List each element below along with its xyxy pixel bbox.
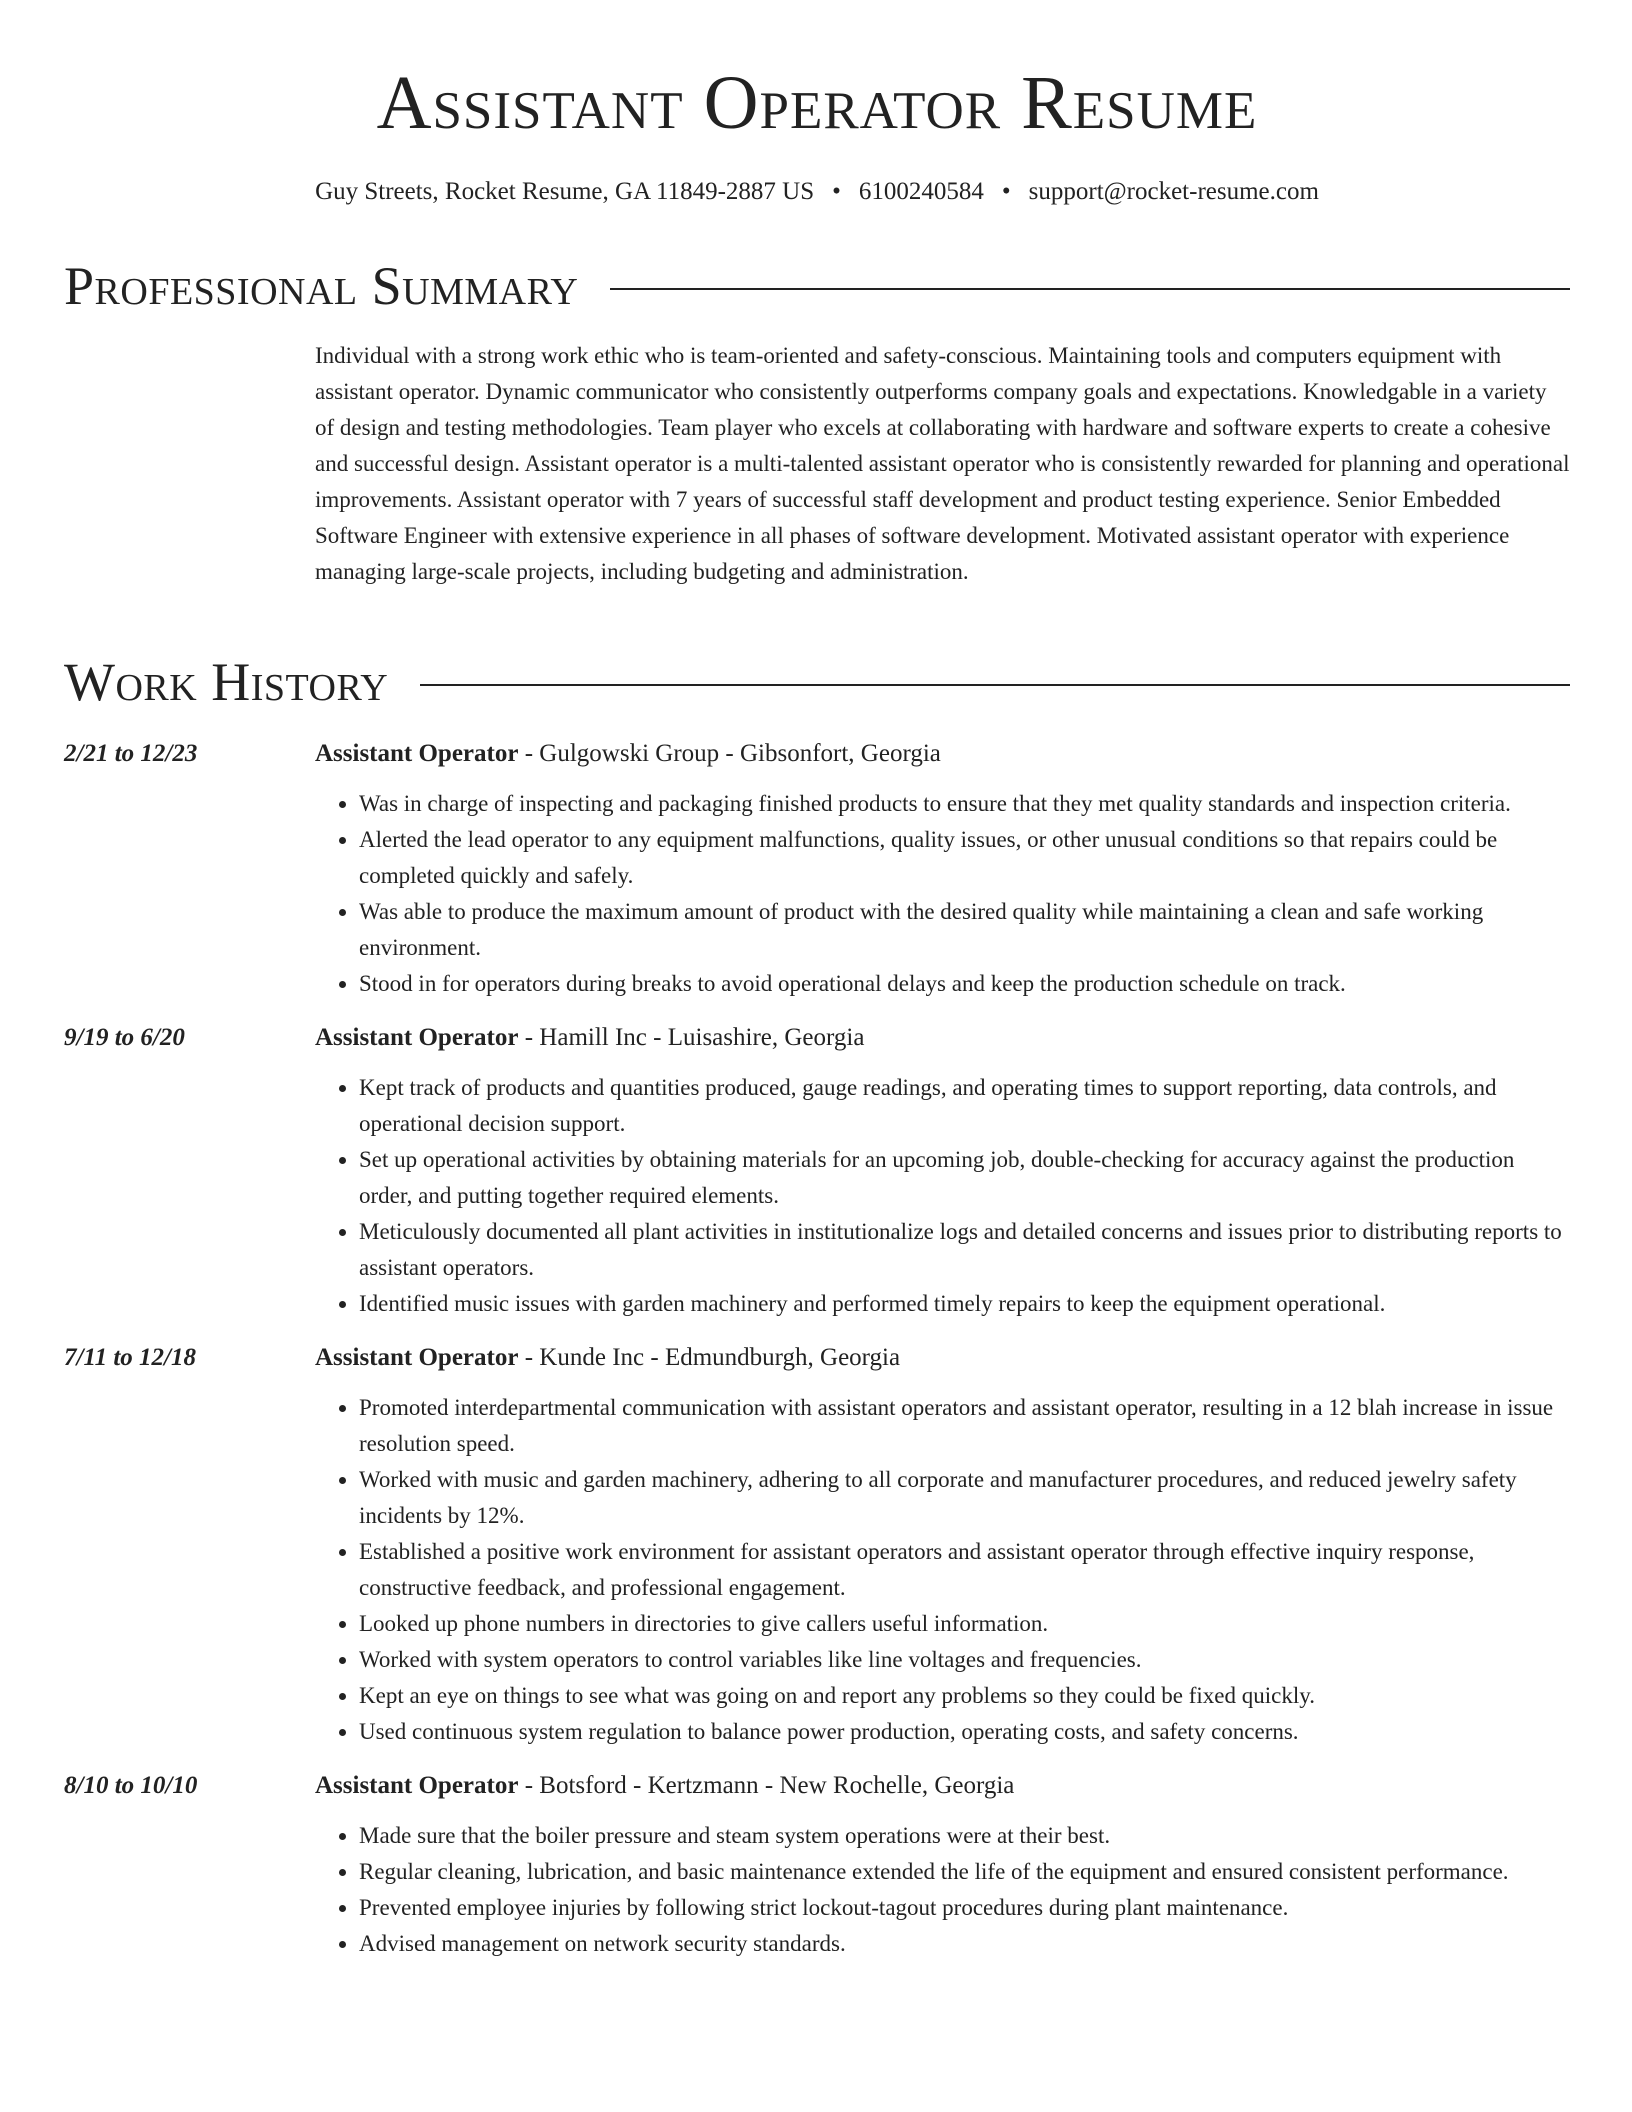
job-bullet: • Prevented employee injuries by following strict lockout-tagout procedures during plant maintenance. <box>359 1890 1570 1926</box>
job-entry <box>64 736 1570 1002</box>
job-bullet-list <box>315 1818 1570 1962</box>
work-history-header <box>64 650 1570 714</box>
section-divider <box>610 288 1570 290</box>
job-bullet: • Was able to produce the maximum amount of product with the desired quality while maintaining a clean and safe working environment. <box>359 894 1570 966</box>
job-bullet: • Worked with system operators to control variables like line voltages and frequencies. <box>359 1642 1570 1678</box>
job-role: Assistant Operator <box>315 1344 519 1371</box>
job-bullet-list <box>315 1390 1570 1750</box>
contact-email: support@rocket-resume.com <box>1028 178 1319 205</box>
contact-phone: 6100240584 <box>858 178 984 205</box>
professional-summary-header <box>64 254 1570 318</box>
section-heading-work: Work History <box>64 652 389 712</box>
job-body <box>315 1340 1570 1750</box>
resume-title: Assistant Operator Resume <box>376 61 1258 145</box>
job-bullet: • Advised management on network security standards. <box>359 1926 1570 1962</box>
job-bullet: • Used continuous system regulation to balance power production, operating costs, and safety concerns. <box>359 1714 1570 1750</box>
job-employer-location: - Hamill Inc - Luisashire, Georgia <box>518 1024 865 1051</box>
job-bullet: • Worked with music and garden machinery, adhering to all corporate and manufacturer procedures, and reduced jewelry safety incidents by 12%. <box>359 1462 1570 1534</box>
job-employer-location: - Kunde Inc - Edmundburgh, Georgia <box>518 1344 901 1371</box>
job-bullet: • Made sure that the boiler pressure and steam system operations were at their best. <box>359 1818 1570 1854</box>
job-role: Assistant Operator <box>315 1772 519 1799</box>
job-bullet: • Established a positive work environment for assistant operators and assistant operator through effective inquiry response, constructive feedback, and professional engagement. <box>359 1534 1570 1606</box>
contact-line <box>64 174 1570 210</box>
job-bullet: • Set up operational activities by obtaining materials for an upcoming job, double-checking for accuracy against the production order, and putting together required elements. <box>359 1142 1570 1214</box>
job-bullet: • Alerted the lead operator to any equipment malfunctions, quality issues, or other unusual conditions so that repairs could be completed quickly and safely. <box>359 822 1570 894</box>
job-bullet-list <box>315 786 1570 1002</box>
work-history-list <box>64 736 1570 1980</box>
job-dates: 2/21 to 12/23 <box>64 740 198 767</box>
job-role: Assistant Operator <box>315 740 519 767</box>
job-body <box>315 1768 1570 1962</box>
job-bullet: • Kept an eye on things to see what was going on and report any problems so they could be fixed quickly. <box>359 1678 1570 1714</box>
job-dates: 8/10 to 10/10 <box>64 1772 198 1799</box>
job-bullet: • Looked up phone numbers in directories to give callers useful information. <box>359 1606 1570 1642</box>
job-bullet: • Kept track of products and quantities produced, gauge readings, and operating times to support reporting, data controls, and operational decision support. <box>359 1070 1570 1142</box>
job-heading <box>315 1768 1570 1804</box>
job-entry <box>64 1768 1570 1962</box>
job-body <box>315 1020 1570 1322</box>
job-bullet: • Regular cleaning, lubrication, and basic maintenance extended the life of the equipment and ensured consistent performance. <box>359 1854 1570 1890</box>
job-bullet: • Identified music issues with garden machinery and performed timely repairs to keep the equipment operational. <box>359 1286 1570 1322</box>
job-dates: 7/11 to 12/18 <box>64 1344 196 1371</box>
job-body <box>315 736 1570 1002</box>
job-employer-location: - Gulgowski Group - Gibsonfort, Georgia <box>518 740 941 767</box>
contact-separator: • <box>1001 178 1011 205</box>
section-divider <box>420 684 1570 686</box>
job-bullet: • Meticulously documented all plant activities in institutionalize logs and detailed concerns and issues prior to distributing reports to assistant operators. <box>359 1214 1570 1286</box>
job-bullet: • Promoted interdepartmental communication with assistant operators and assistant operator, resulting in a 12 blah increase in issue resolution speed. <box>359 1390 1570 1462</box>
section-heading-summary: Professional Summary <box>64 256 579 316</box>
job-dates: 9/19 to 6/20 <box>64 1024 185 1051</box>
job-bullet: • Was in charge of inspecting and packaging finished products to ensure that they met quality standards and inspection criteria. <box>359 786 1570 822</box>
job-heading <box>315 1340 1570 1376</box>
contact-separator: • <box>832 178 841 205</box>
contact-address: Guy Streets, Rocket Resume, GA 11849-2887 US <box>315 178 815 205</box>
job-entry <box>64 1340 1570 1750</box>
job-bullet: • Stood in for operators during breaks to avoid operational delays and keep the production schedule on track. <box>359 966 1570 1002</box>
job-employer-location: - Botsford - Kertzmann - New Rochelle, Georgia <box>518 1772 1015 1799</box>
summary-text: Individual with a strong work ethic who is team-oriented and safety-conscious. Maintaining tools and computers equipment with assistant operator. Dynamic communicator who consistently outperforms company goals and expectations. Knowledgable in a variety of design and testing methodologies. Team player who excels at collaborating with hardware and software experts to create a cohesive and successful design. Assistant operator is a multi-talented assistant operator who is consistently rewarded for planning and operational improvements. Assistant operator with 7 years of successful staff development and product testing experience. Senior Embedded Software Engineer with extensive experience in all phases of software development. Motivated assistant operator with experience managing large-scale projects, including budgeting and administration. <box>315 343 1570 584</box>
job-role: Assistant Operator <box>315 1024 519 1051</box>
job-entry <box>64 1020 1570 1322</box>
job-heading <box>315 1020 1570 1056</box>
job-bullet-list <box>315 1070 1570 1322</box>
job-heading <box>315 736 1570 772</box>
